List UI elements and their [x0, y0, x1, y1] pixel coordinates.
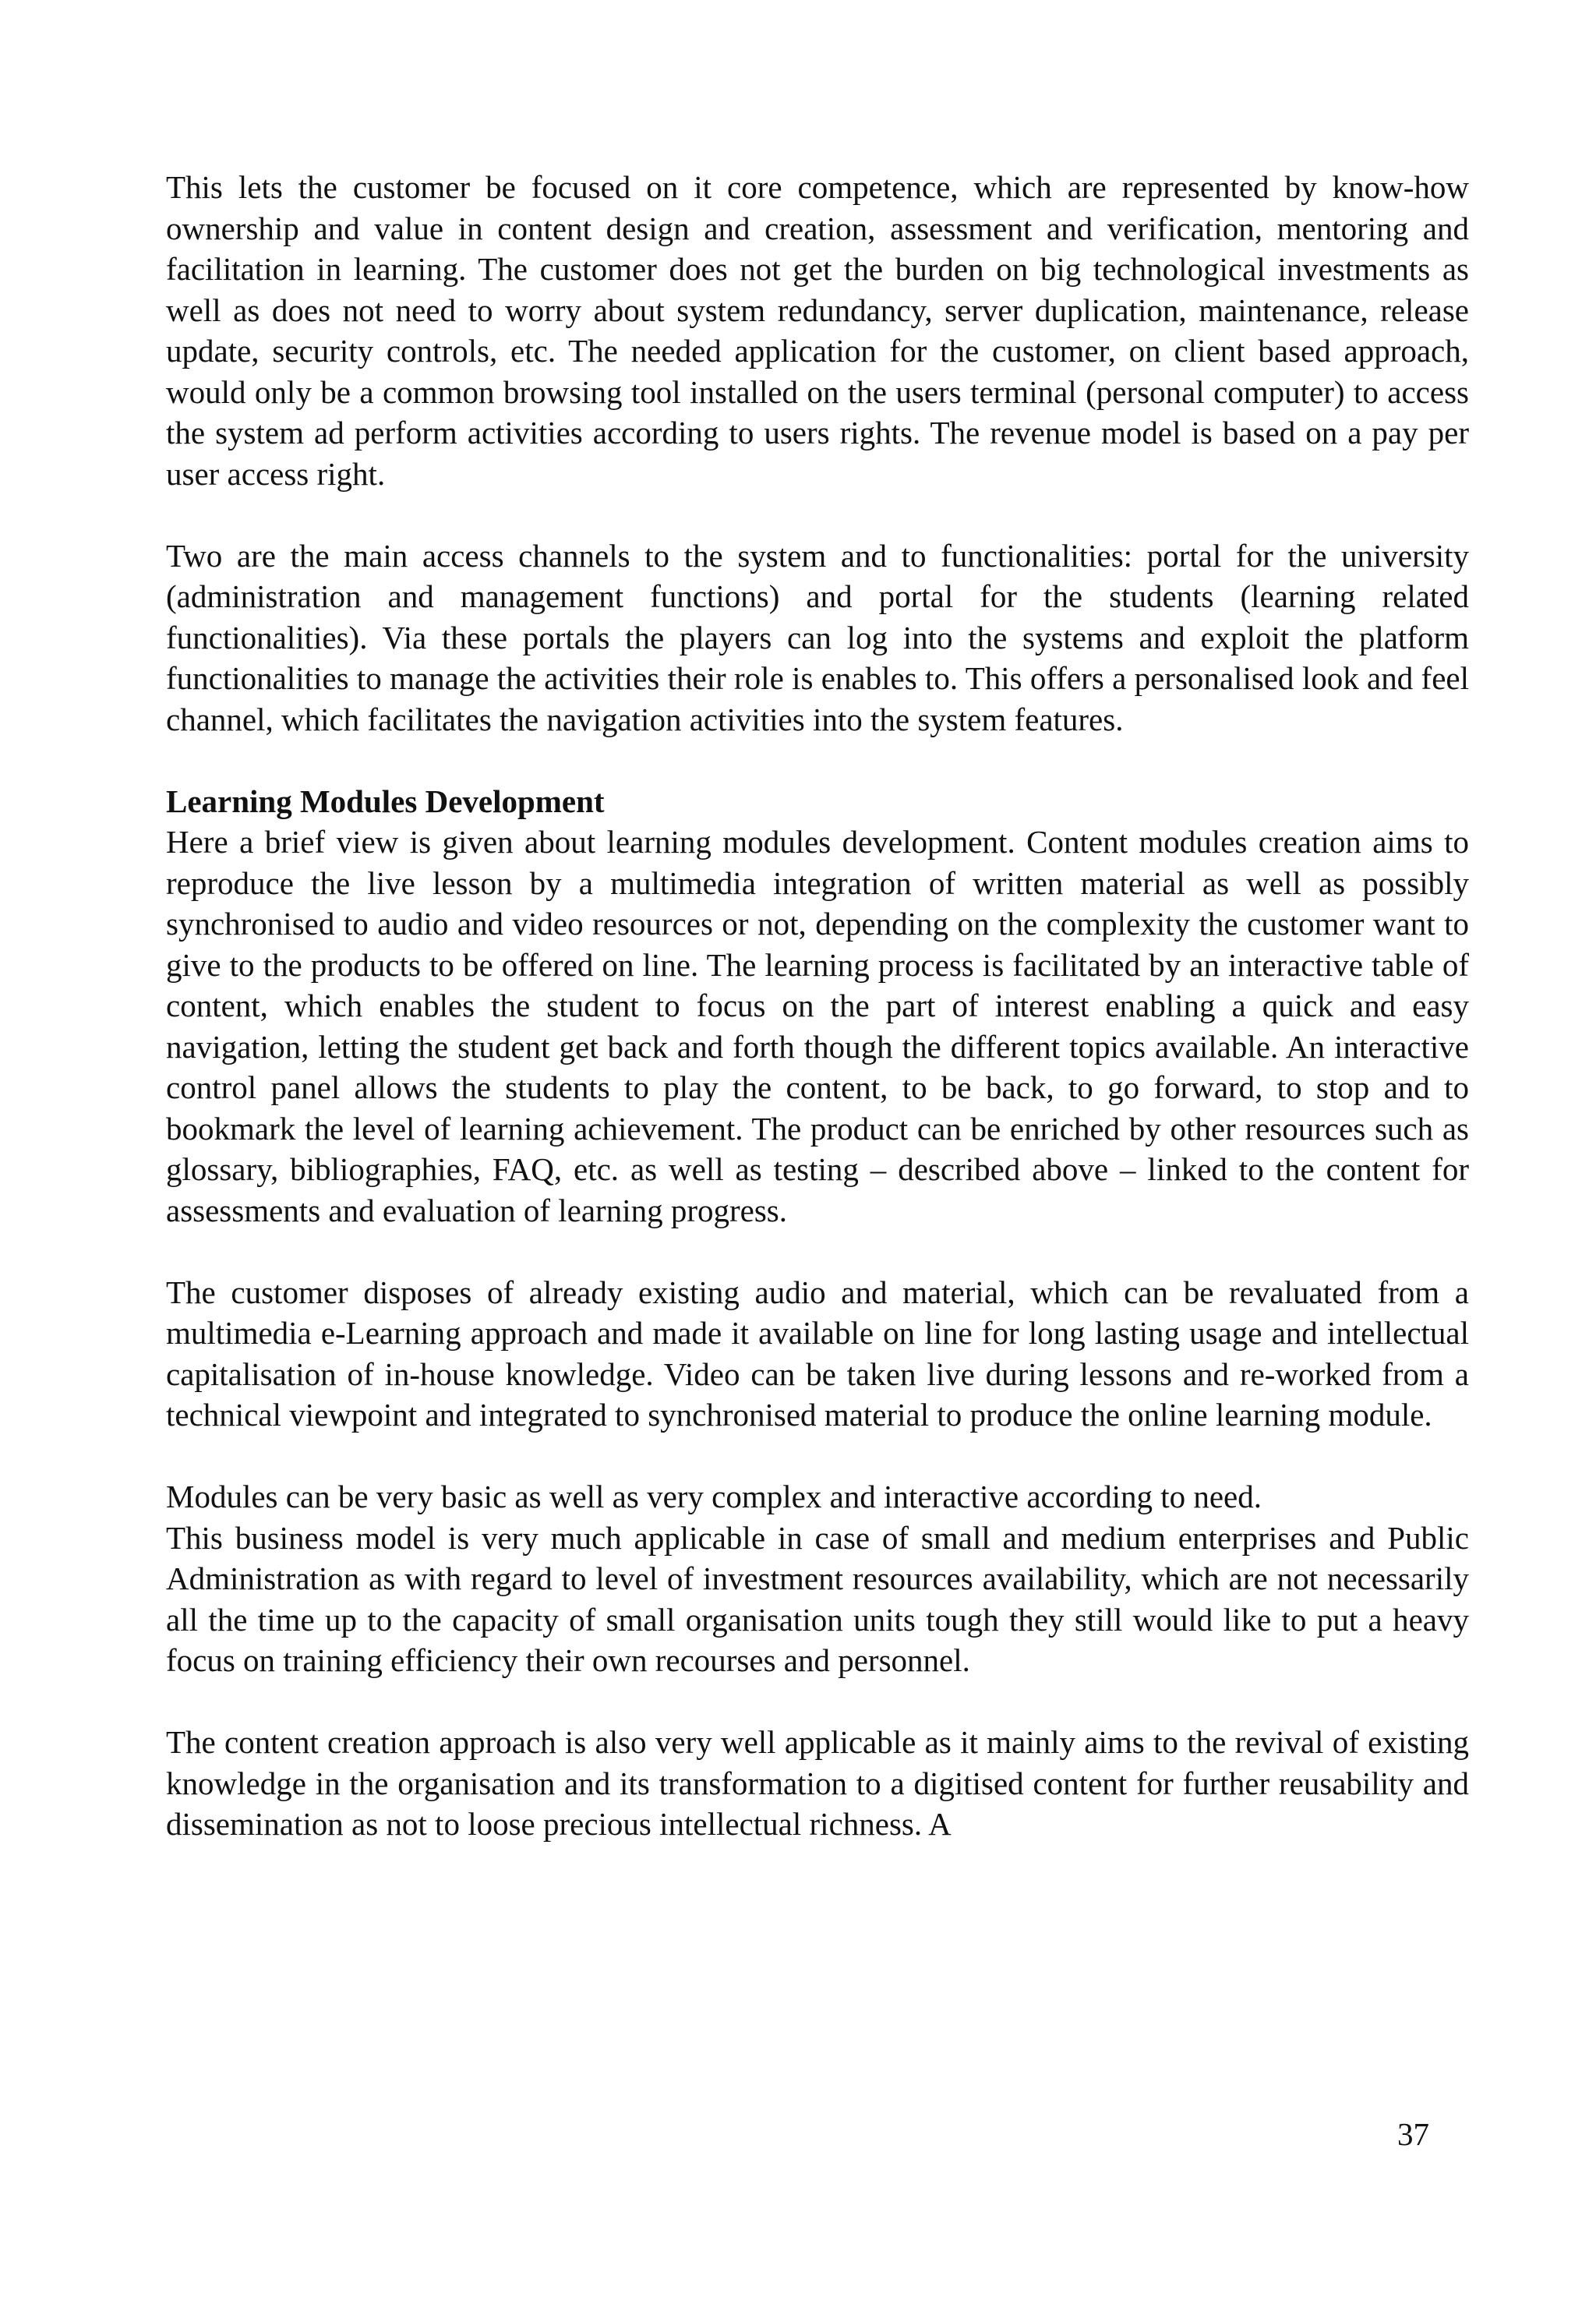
- paragraph-content-creation: The content creation approach is also very well applicable as it mainly aims to the revival of existing knowledge in the organisation and its transformation to a digitised content for further reusability and dissemination as not to loose precious intellectual richness. A: [166, 1724, 1469, 1842]
- paragraph-modules-overview: Here a brief view is given about learning modules development. Content modules creation aims to reproduce the live lesson by a multimedia integration of written material as well as possibly synchronised to audio and video resources or not, depending on the complexity the customer want to give to the products to be offered on line. The learning process is facilitated by an interactive table of content, which enables the student to focus on the part of interest enabling a quick and easy navigation, letting the student get back and forth though the different topics available. An interactive control panel allows the students to play the content, to be back, to go forward, to stop and to bookmark the level of learning achievement. The product can be enriched by other resources such as glossary, bibliographies, FAQ, etc. as well as testing – described above – linked to the content for assessments and evaluation of learning progress.: [166, 824, 1469, 1228]
- paragraph-customer-focus: This lets the customer be focused on it core competence, which are represented by know-how ownership and value in content design and creation, assessment and verification, mentoring and facilitation in learning. The customer does not get the burden on big technological investments as well as does not need to worry about system redundancy, server duplication, maintenance, release update, security controls, etc. The needed application for the customer, on client based approach, would only be a common browsing tool installed on the users terminal (personal computer) to access the system ad perform activities according to users rights. The revenue model is based on a pay per user access right.: [166, 169, 1469, 492]
- paragraph-existing-material: The customer disposes of already existing audio and material, which can be revaluated from a multimedia e-Learning approach and made it available on line for long lasting usage and intellectual capitalisation of in-house knowledge. Video can be taken live during lessons and re-worked from a technical viewpoint and integrated to synchronised material to produce the online learning module.: [166, 1274, 1469, 1433]
- paragraph-module-complexity: Modules can be very basic as well as very complex and interactive according to need.: [166, 1479, 1262, 1514]
- page-body: [166, 167, 1469, 1845]
- page-number: 37: [1397, 2116, 1429, 2152]
- paragraph-access-channels: Two are the main access channels to the system and to functionalities: portal for the university (administration and management functions) and portal for the students (learning related functionalities). Via these portals the players can log into the systems and exploit the platform functionalities to manage the activities their role is enables to. This offers a personalised look and feel channel, which facilitates the navigation activities into the system features.: [166, 537, 1469, 737]
- paragraph-business-model: This business model is very much applicable in case of small and medium enterprises and Public Administration as with regard to level of investment resources availability, which are not necessarily all the time up to the capacity of small organisation units tough they still would like to put a heavy focus on training efficiency their own recourses and personnel.: [166, 1519, 1469, 1678]
- section-heading: Learning Modules Development: [166, 783, 605, 819]
